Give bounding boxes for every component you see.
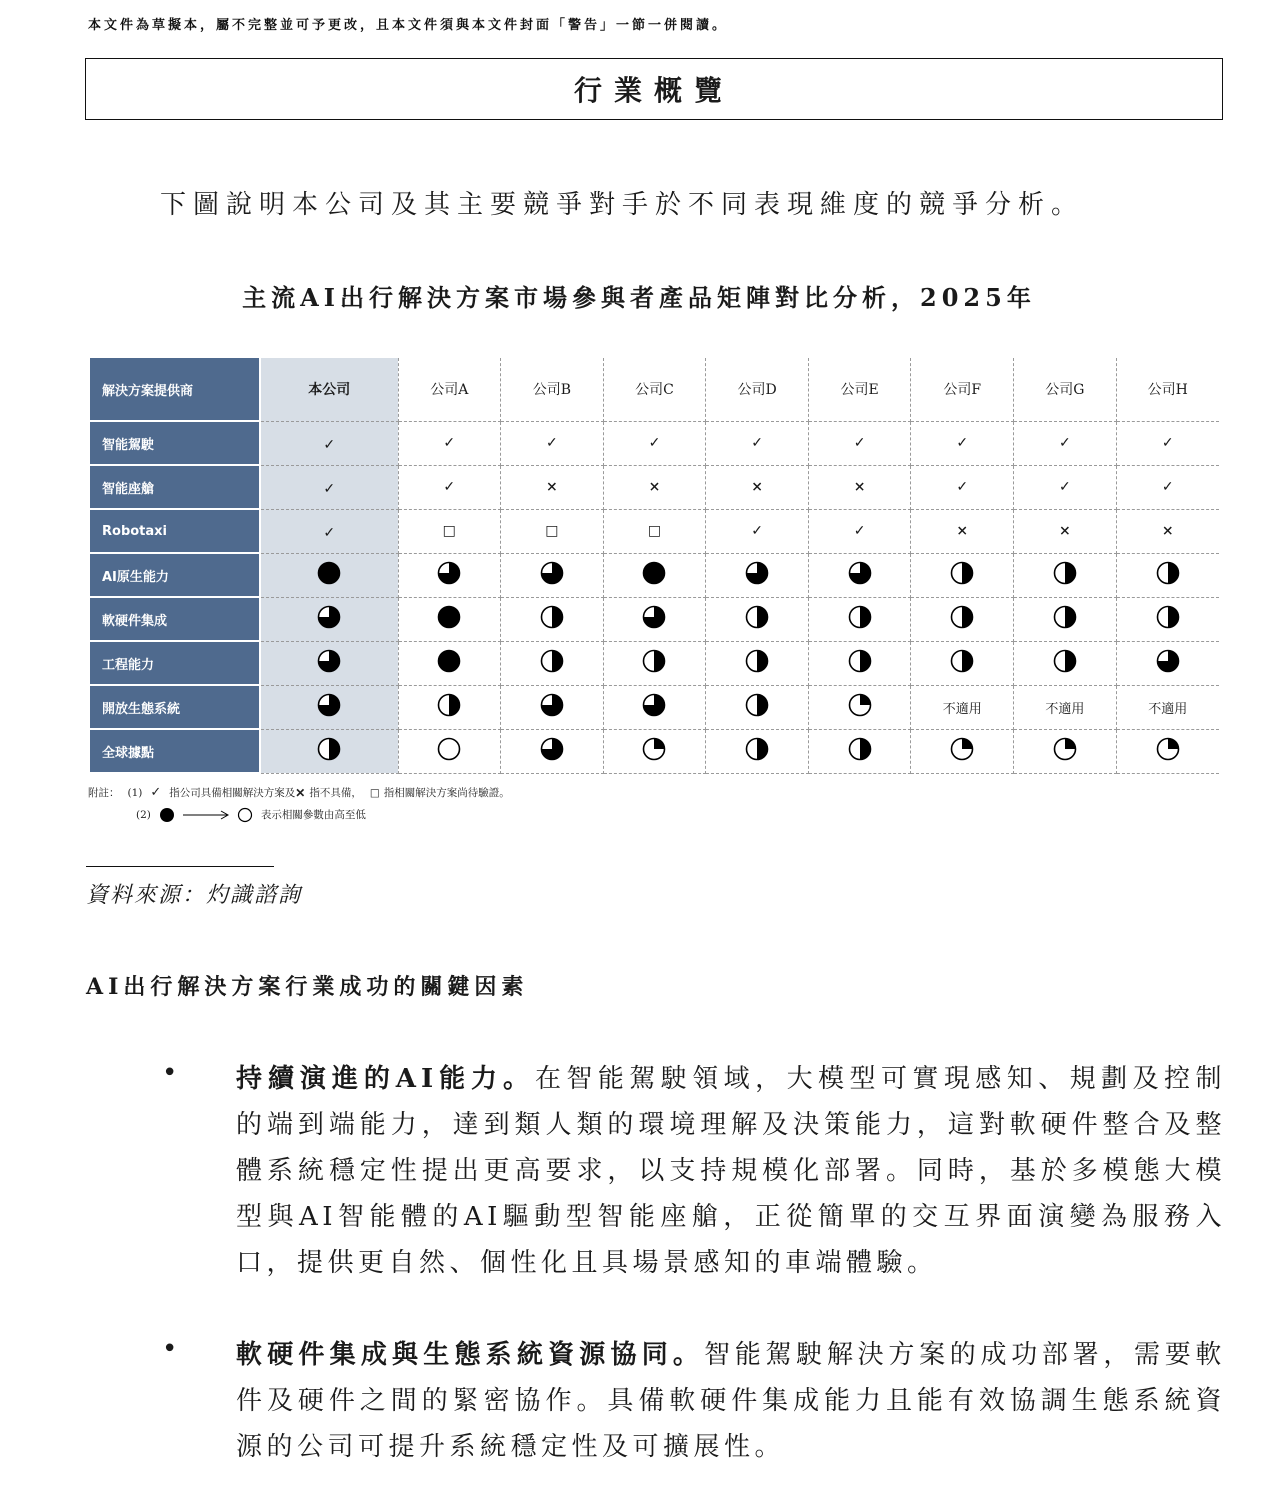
rating-circle-icon (642, 649, 666, 673)
row-label: 全球據點 (90, 729, 260, 773)
check-mark-icon: ✓ (443, 479, 456, 495)
bullet-marker: • (162, 1334, 178, 1364)
rating-cell (398, 597, 501, 641)
rating-cell (1116, 641, 1219, 685)
rating-circle-icon (540, 693, 564, 717)
rating-cell (398, 641, 501, 685)
rating-circle-icon (642, 561, 666, 585)
note-1-text-b: 指不具備， (309, 787, 362, 799)
availability-cell (1116, 465, 1219, 509)
check-mark-icon: ✓ (956, 479, 969, 495)
rating-cell (501, 641, 604, 685)
availability-cell (398, 465, 501, 509)
rating-circle-icon (745, 649, 769, 673)
rating-cell (911, 729, 1014, 773)
rating-circle-icon (540, 649, 564, 673)
rating-circle-icon (745, 693, 769, 717)
check-mark-icon: ✓ (1161, 435, 1174, 451)
empty-circle-icon (237, 807, 253, 823)
rating-circle-icon (437, 649, 461, 673)
rating-cell (603, 729, 706, 773)
company-header: 公司D (706, 358, 809, 421)
availability-cell (1014, 509, 1117, 553)
check-mark-icon: ✓ (1058, 479, 1071, 495)
rating-circle-icon (745, 605, 769, 629)
rating-circle-icon (950, 605, 974, 629)
matrix-title: 主流AI出行解決方案市場參與者產品矩陣對比分析，2025年 (242, 283, 1036, 312)
row-label: Robotaxi (90, 509, 260, 553)
rating-cell (706, 597, 809, 641)
cross-mark-icon: × (648, 479, 661, 495)
rating-cell (260, 597, 398, 641)
rating-circle-icon (540, 737, 564, 761)
rating-circle-icon (437, 693, 461, 717)
rating-circle-icon (848, 693, 872, 717)
matrix-row (90, 729, 1219, 773)
company-header: 公司F (911, 358, 1014, 421)
rating-cell (808, 641, 911, 685)
matrix-row (90, 421, 1219, 465)
rating-circle-icon (950, 649, 974, 673)
arrow-right-icon (181, 810, 231, 820)
rating-cell (1014, 597, 1117, 641)
rating-circle-icon (1053, 561, 1077, 585)
rating-cell (398, 729, 501, 773)
rating-circle-icon (540, 605, 564, 629)
rating-circle-icon (437, 737, 461, 761)
rating-cell (398, 685, 501, 729)
matrix-row (90, 465, 1219, 509)
rating-circle-icon (317, 605, 341, 629)
availability-cell (1116, 421, 1219, 465)
availability-cell (603, 509, 706, 553)
rating-circle-icon (540, 561, 564, 585)
check-mark-icon: ✓ (956, 435, 969, 451)
company-header: 公司A (398, 358, 501, 421)
matrix-row (90, 597, 1219, 641)
rating-cell (260, 641, 398, 685)
availability-cell (501, 465, 604, 509)
rating-circle-icon (437, 561, 461, 585)
availability-cell (1014, 465, 1117, 509)
note-1 (88, 782, 510, 804)
availability-cell (706, 509, 809, 553)
note-1-text-a: 指公司具備相關解決方案及 (169, 787, 296, 799)
availability-cell (603, 465, 706, 509)
cross-mark-icon: × (546, 479, 558, 495)
rating-cell (501, 597, 604, 641)
rating-circle-icon (437, 605, 461, 629)
row-label: 智能座艙 (90, 465, 260, 509)
rating-cell (603, 641, 706, 685)
cross-mark-icon: × (1161, 523, 1174, 539)
availability-cell (911, 465, 1014, 509)
check-mark-icon: ✓ (648, 435, 661, 451)
rating-cell (603, 685, 706, 729)
rating-cell (808, 729, 911, 773)
check-mark-icon: ✓ (1161, 479, 1174, 495)
availability-cell (603, 421, 706, 465)
rating-circle-icon (317, 561, 341, 585)
rating-circle-icon (642, 737, 666, 761)
rating-cell (706, 685, 809, 729)
rating-cell (1014, 641, 1117, 685)
rating-cell (1116, 553, 1219, 597)
check-mark-icon: ✓ (751, 435, 763, 451)
rating-circle-icon (642, 605, 666, 629)
availability-cell (260, 509, 398, 553)
matrix-row (90, 641, 1219, 685)
pending-box-icon: □ (442, 523, 456, 539)
matrix-header-label: 解決方案提供商 (90, 358, 260, 421)
not-applicable-text: 不適用 (1148, 701, 1188, 717)
availability-cell (706, 421, 809, 465)
intro-paragraph: 下圖說明本公司及其主要競爭對手於不同表現維度的競爭分析。 (160, 190, 1085, 220)
notes-prefix: 附註： (88, 787, 120, 799)
row-label: 軟硬件集成 (90, 597, 260, 641)
rating-cell (706, 553, 809, 597)
rating-cell (501, 553, 604, 597)
rating-circle-icon (1156, 737, 1180, 761)
availability-cell (911, 509, 1014, 553)
bullet-body: 智能駕駛解決方案的成功部署，需要軟件及硬件之間的緊密協作。具備軟硬件集成能力且能有效協調生態系統資源的公司可提升系統穩定性及可擴展性。 (236, 1340, 1226, 1462)
note-2-number: (2) (136, 809, 151, 821)
availability-cell (808, 465, 911, 509)
rating-circle-icon (317, 649, 341, 673)
full-circle-icon (159, 807, 175, 823)
rating-circle-icon (317, 693, 341, 717)
check-mark-icon: ✓ (323, 436, 336, 453)
bullet-paragraph-ai-capability (236, 1056, 1226, 1286)
rating-circle-icon (745, 737, 769, 761)
not-applicable-text: 不適用 (942, 701, 982, 717)
section-header-box (85, 58, 1223, 120)
cross-icon: ✕ (295, 786, 306, 800)
availability-cell (501, 421, 604, 465)
not-applicable-cell (911, 685, 1014, 729)
matrix-header-row (90, 358, 1219, 421)
rating-circle-icon (1156, 605, 1180, 629)
company-header: 公司E (808, 358, 911, 421)
rating-cell (911, 641, 1014, 685)
check-mark-icon: ✓ (323, 524, 336, 541)
rating-circle-icon (848, 561, 872, 585)
company-header: 公司H (1116, 358, 1219, 421)
rating-circle-icon (317, 737, 341, 761)
rating-cell (260, 553, 398, 597)
availability-cell (501, 509, 604, 553)
rating-circle-icon (1156, 561, 1180, 585)
check-icon: ✓ (150, 785, 162, 800)
bullet-marker: • (162, 1058, 178, 1088)
not-applicable-cell (1014, 685, 1117, 729)
product-matrix-table (90, 358, 1219, 774)
rating-cell (260, 729, 398, 773)
rating-cell (911, 597, 1014, 641)
note-2-text: 表示相關參數由高至低 (260, 809, 366, 821)
matrix-row (90, 553, 1219, 597)
rating-cell (603, 597, 706, 641)
availability-cell (808, 509, 911, 553)
rating-cell (1116, 597, 1219, 641)
cross-mark-icon: × (751, 479, 763, 495)
rating-circle-icon (950, 561, 974, 585)
rating-cell (1014, 729, 1117, 773)
row-label: 智能駕駛 (90, 421, 260, 465)
rating-cell (501, 685, 604, 729)
check-mark-icon: ✓ (546, 435, 558, 451)
rating-circle-icon (745, 561, 769, 585)
check-mark-icon: ✓ (853, 435, 866, 451)
source-line: 資料來源：灼識諮詢 (86, 883, 303, 908)
pending-box-icon: □ (647, 523, 662, 539)
draft-disclaimer: 本文件為草擬本，屬不完整並可予更改，且本文件須與本文件封面「警告」一節一併閱讀。 (88, 18, 729, 33)
table-notes (88, 782, 510, 826)
key-factors-heading: AI出行解決方案行業成功的關鍵因素 (86, 974, 529, 1000)
availability-cell (808, 421, 911, 465)
row-label: 開放生態系統 (90, 685, 260, 729)
check-mark-icon: ✓ (443, 435, 456, 451)
rating-cell (808, 597, 911, 641)
availability-cell (398, 421, 501, 465)
company-header: 公司C (603, 358, 706, 421)
rating-circle-icon (642, 693, 666, 717)
rating-circle-icon (1156, 649, 1180, 673)
section-title: 行業概覽 (573, 74, 734, 107)
check-mark-icon: ✓ (751, 523, 763, 539)
rating-cell (603, 553, 706, 597)
rating-circle-icon (1053, 737, 1077, 761)
rating-circle-icon (848, 605, 872, 629)
note-1-number: (1) (127, 787, 143, 799)
rating-circle-icon (848, 649, 872, 673)
availability-cell (911, 421, 1014, 465)
company-header: 公司G (1014, 358, 1117, 421)
matrix-row (90, 685, 1219, 729)
rating-cell (706, 641, 809, 685)
rating-circle-icon (848, 737, 872, 761)
note-1-text-c: 指相關解決方案尚待驗證。 (383, 787, 510, 799)
availability-cell (1014, 421, 1117, 465)
rating-cell (1116, 729, 1219, 773)
rating-cell (501, 729, 604, 773)
rating-cell (911, 553, 1014, 597)
row-label: 工程能力 (90, 641, 260, 685)
rating-cell (260, 685, 398, 729)
rating-circle-icon (1053, 605, 1077, 629)
note-2 (88, 804, 510, 826)
availability-cell (398, 509, 501, 553)
check-mark-icon: ✓ (323, 480, 336, 497)
availability-cell (260, 465, 398, 509)
pending-box-icon: □ (545, 523, 559, 539)
check-mark-icon: ✓ (853, 523, 866, 539)
bullet-paragraph-integration (236, 1332, 1226, 1470)
availability-cell (1116, 509, 1219, 553)
not-applicable-text: 不適用 (1045, 701, 1085, 717)
row-label: AI原生能力 (90, 553, 260, 597)
check-mark-icon: ✓ (1058, 435, 1071, 451)
availability-cell (260, 421, 398, 465)
rating-cell (808, 553, 911, 597)
not-applicable-cell (1116, 685, 1219, 729)
rating-cell (808, 685, 911, 729)
rating-cell (1014, 553, 1117, 597)
matrix-row (90, 509, 1219, 553)
source-divider (86, 866, 274, 867)
bullet-body: 在智能駕駛領域，大模型可實現感知、規劃及控制的端到端能力，達到類人類的環境理解及決策能力，這對軟硬件整合及整體系統穩定性提出更高要求，以支持規模化部署。同時，基於多模態大模型與AI智能體的AI驅動型智能座艙，正從簡單的交互界面演變為服務入口，提供更自然、個性化且具場景感知的車端體驗。 (236, 1064, 1226, 1278)
bullet-lead: 軟硬件集成與生態系統資源協同。 (236, 1340, 705, 1370)
bullet-lead: 持續演進的AI能力。 (236, 1064, 535, 1094)
cross-mark-icon: × (956, 523, 969, 539)
box-icon: □ (369, 787, 380, 799)
cross-mark-icon: × (853, 479, 866, 495)
rating-circle-icon (1053, 649, 1077, 673)
cross-mark-icon: × (1058, 523, 1071, 539)
company-header: 公司B (501, 358, 604, 421)
company-header: 本公司 (260, 358, 398, 421)
rating-cell (398, 553, 501, 597)
rating-cell (706, 729, 809, 773)
rating-circle-icon (950, 737, 974, 761)
availability-cell (706, 465, 809, 509)
